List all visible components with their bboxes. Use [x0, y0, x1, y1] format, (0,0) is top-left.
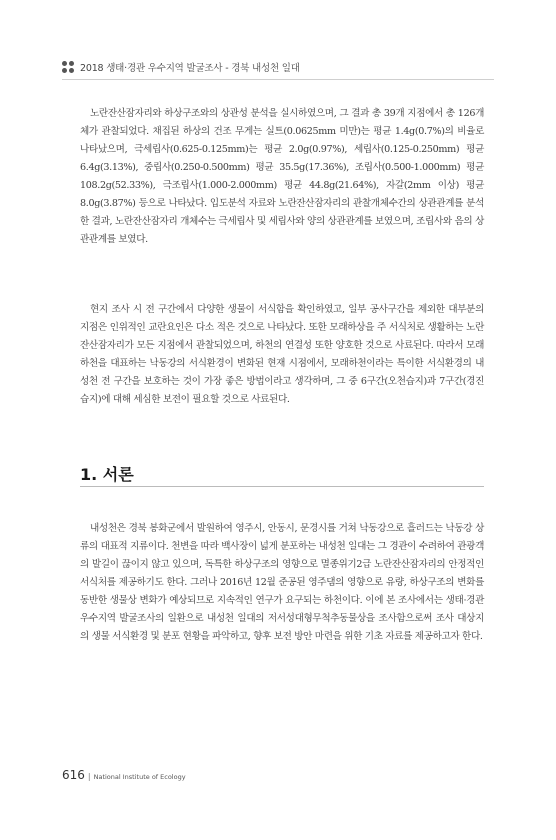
page-number: 616	[62, 768, 85, 782]
paragraph-introduction: 내성천은 경북 봉화군에서 발원하여 영주시, 안동시, 문경시를 거쳐 낙동강으로 흘러드는 낙동강 상류의 대표적 지류이다. 천변을 따라 백사장이 넓게 분포하는 내성천 일대는 그 경관이 수려하여 관광객의 발길이 끊이지 않고 있으며, 독특한 하상구조의 영향으로 멸종위기2급 노란잔산잠자리의 안정적인 서식처를 제공하기도 한다. 그러나 2016년 12월 준공된 영주댐의 영향으로 유량, 하상구조의 변화를 동반한 생물상 변화가 예상되므로 지속적인 연구가 요구되는 하천이다. 이에 본 조사에서는 생태·경관우수지역 발굴조사의 일환으로 내성천 일대의 저서성대형무척추동물상을 조사함으로써 조사 대상지의 생물 서식환경 및 분포 현황을 파악하고, 향후 보전 방안 마련을 위한 기초 자료를 제공하고자 한다.	[80, 523, 484, 642]
footer-organization: National Institute of Ecology	[93, 773, 186, 781]
section-divider	[80, 486, 484, 487]
running-header	[62, 60, 494, 74]
page-footer	[62, 768, 186, 782]
paragraph-conservation: 현지 조사 시 전 구간에서 다양한 생물이 서식함을 확인하였고, 일부 공사구간을 제외한 대부분의 지점은 인위적인 교란요인은 다소 적은 것으로 나타났다. 또한 모래하상을 주 서식처로 생활하는 노란잔산잠자리가 모든 지점에서 관찰되었으며, 하천의 연결성 또한 양호한 것으로 사료된다. 따라서 모래하천을 대표하는 낙동강의 서식환경이 변화된 현재 시점에서, 모래하천이라는 특이한 서식환경의 내성천 전 구간을 보호하는 것이 가장 좋은 방법이라고 생각하며, 그 중 6구간(오천습지)과 7구간(경진습지)에 대해 세심한 보전이 필요할 것으로 사료된다.	[80, 304, 484, 405]
footer-separator: |	[87, 772, 91, 781]
running-header-title: 2018 생태·경관 우수지역 발굴조사 - 경북 내성천 일대	[80, 63, 300, 74]
section-title-introduction: 1. 서론	[80, 465, 134, 484]
header-divider	[62, 79, 494, 80]
header-dots-icon	[62, 61, 74, 73]
paragraph-sediment-analysis: 노란잔산잠자리와 하상구조와의 상관성 분석을 실시하였으며, 그 결과 총 39개 지점에서 총 126개체가 관찰되었다. 채집된 하상의 건조 무게는 실트(0.0625mm 미만)는 평균 1.4g(0.7%)의 비율로 나타났으며, 극세립사(0.625-0.125mm)는 평균 2.0g(0.97%), 세립사(0.125-0.250mm) 평균 6.4g(3.13%), 중립사(0.250-0.500mm) 평균 35.5g(17.36%), 조립사(0.500-1.000mm) 평균 108.2g(52.33%), 극조립사(1.000-2.000mm) 평균 44.8g(21.64%), 자갈(2mm 이상) 평균 8.0g(3.87%) 등으로 나타났다. 입도분석 자료와 노란잔산잠자리의 관찰개체수간의 상관관계를 분석한 결과, 노란잔산잠자리 개체수는 극세립사 및 세립사와 양의 상관관계를 보였으며, 조립사와 음의 상관관계를 보였다.	[80, 108, 484, 245]
